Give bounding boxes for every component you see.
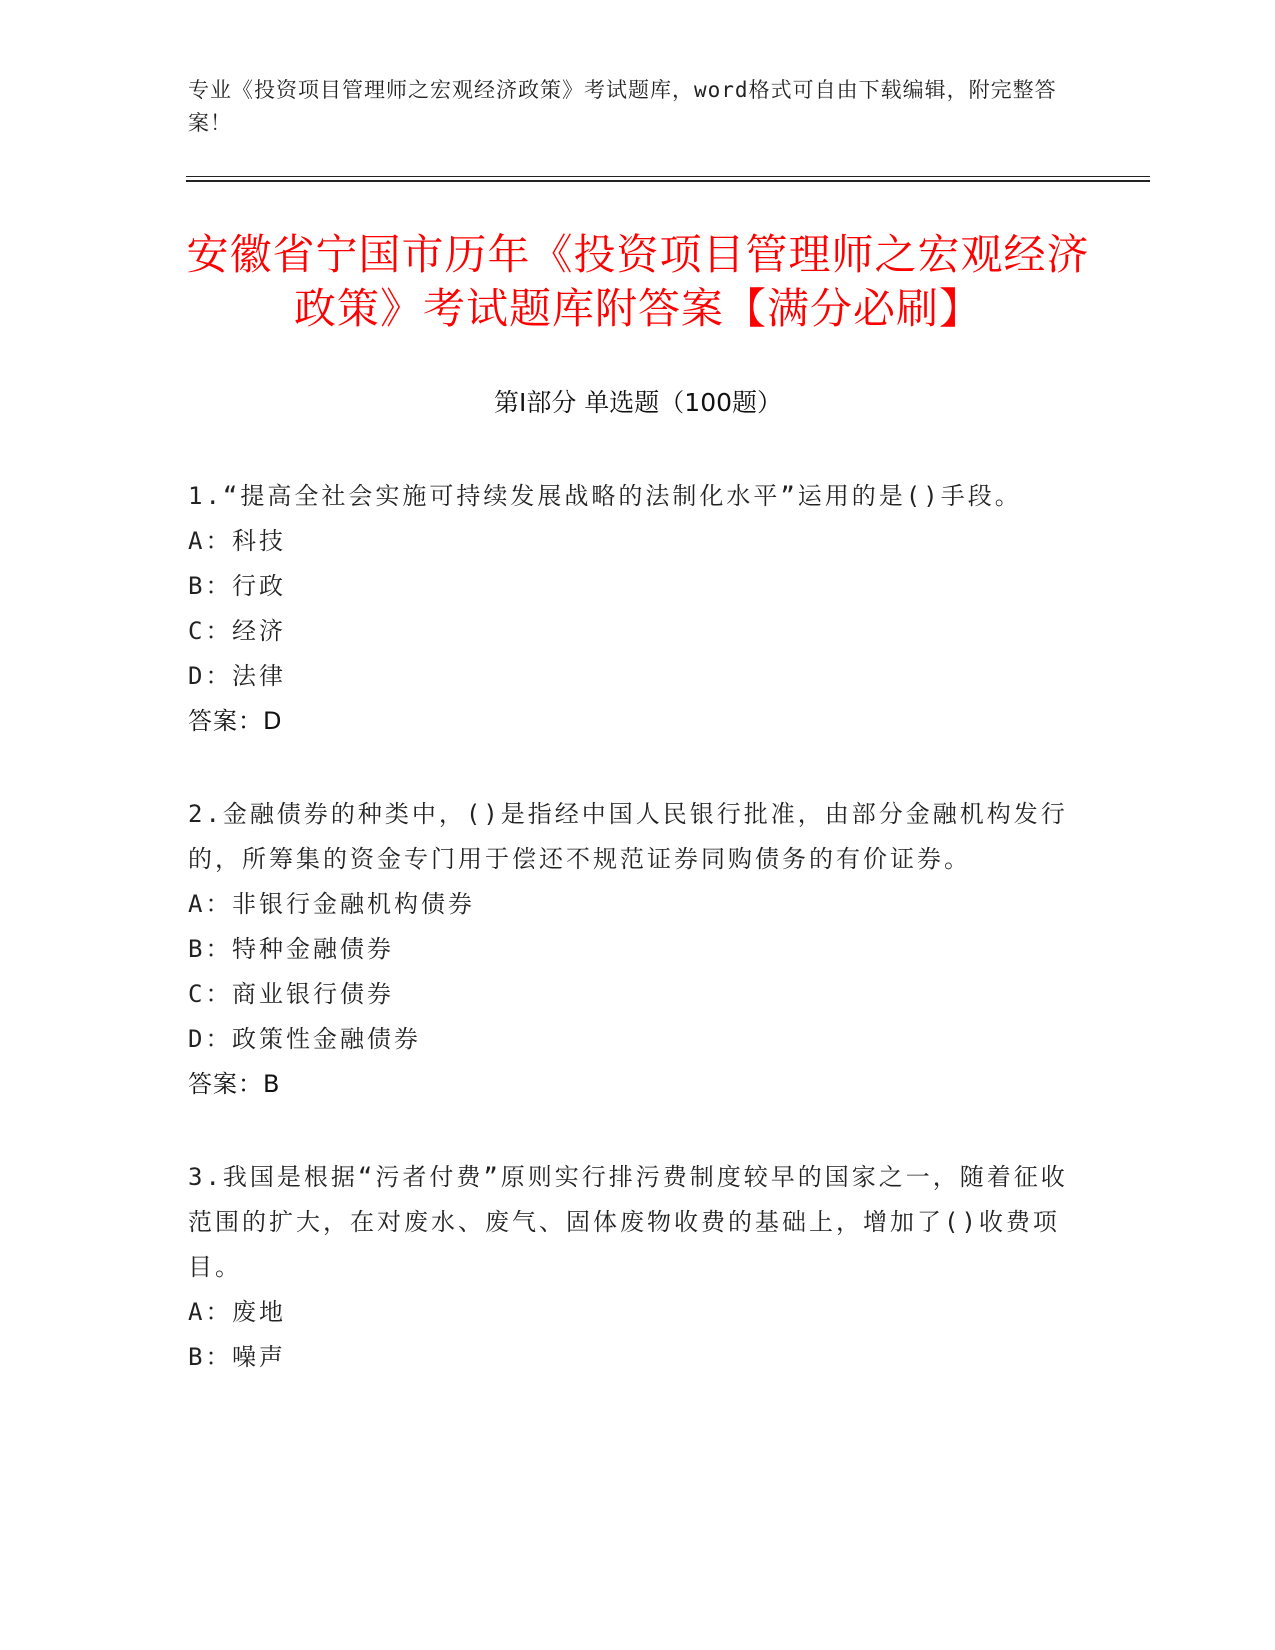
question-option: [188, 654, 1068, 699]
option-key: A：: [188, 527, 233, 555]
question-answer: 答案：D: [188, 707, 283, 735]
question-answer: 答案：B: [188, 1070, 281, 1098]
option-key: A：: [188, 890, 233, 918]
option-text: 法律: [232, 662, 286, 690]
question-item: [188, 1155, 1068, 1380]
question-option: [188, 609, 1068, 654]
question-option: [188, 1290, 1068, 1335]
option-text: 行政: [232, 572, 286, 600]
question-option: [188, 1335, 1068, 1380]
option-key: D：: [188, 1025, 233, 1053]
question-option: [188, 927, 1068, 972]
question-list: [188, 474, 1068, 1428]
question-option: [188, 882, 1068, 927]
section-title: 第Ⅰ部分 单选题（100题）: [493, 388, 783, 417]
option-key: A：: [188, 1298, 233, 1326]
question-stem: 3.我国是根据“污者付费”原则实行排污费制度较早的国家之一，随着征收范围的扩大，在对废水、废气、固体废物收费的基础上，增加了()收费项目。: [188, 1163, 1068, 1281]
option-text: 政策性金融债券: [232, 1025, 421, 1053]
question-stem: 1.“提高全社会实施可持续发展战略的法制化水平”运用的是()手段。: [188, 482, 1022, 510]
option-text: 科技: [232, 527, 286, 555]
option-key: B：: [188, 572, 233, 600]
option-text: 商业银行债券: [232, 980, 394, 1008]
option-text: 废地: [232, 1298, 286, 1326]
header-divider-thick: [186, 180, 1150, 182]
header-note: 专业《投资项目管理师之宏观经济政策》考试题库，word格式可自由下载编辑，附完整答案！: [188, 78, 1057, 135]
question-item: [188, 474, 1068, 744]
header-divider-thin: [186, 176, 1150, 177]
question-option: [188, 972, 1068, 1017]
question-option: [188, 564, 1068, 609]
option-key: C：: [188, 980, 233, 1008]
option-text: 经济: [232, 617, 286, 645]
document-title: 安徽省宁国市历年《投资项目管理师之宏观经济政策》考试题库附答案【满分必刷】: [186, 230, 1090, 333]
option-key: D：: [188, 662, 233, 690]
question-item: [188, 792, 1068, 1107]
option-key: C：: [188, 617, 233, 645]
option-text: 特种金融债券: [232, 935, 394, 963]
option-text: 噪声: [232, 1343, 286, 1371]
option-key: B：: [188, 935, 233, 963]
option-key: B：: [188, 1343, 233, 1371]
question-option: [188, 519, 1068, 564]
option-text: 非银行金融机构债券: [232, 890, 475, 918]
question-option: [188, 1017, 1068, 1062]
question-stem: 2.金融债券的种类中，()是指经中国人民银行批准，由部分金融机构发行的，所筹集的资金专门用于偿还不规范证券同购债务的有价证券。: [188, 800, 1068, 873]
